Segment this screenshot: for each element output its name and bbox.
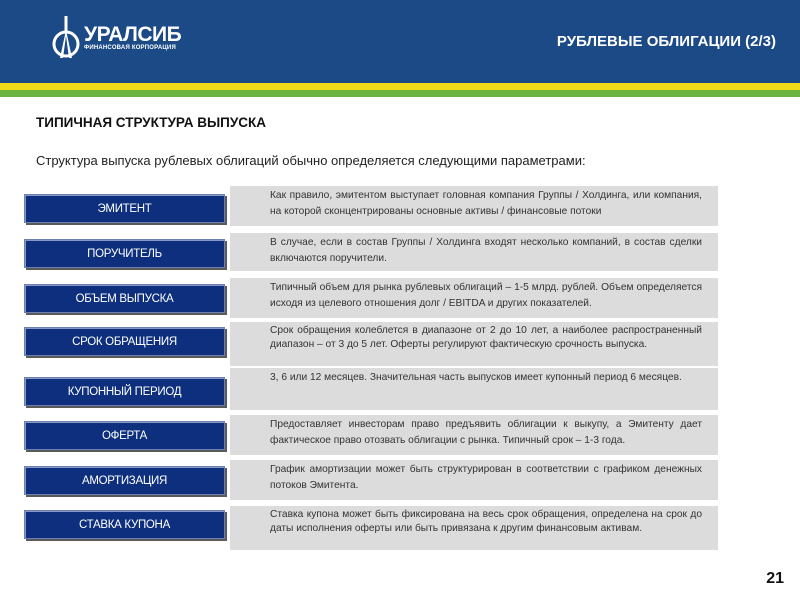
param-label-emitent: ЭМИТЕНТ (24, 194, 225, 223)
section-title: ТИПИЧНАЯ СТРУКТУРА ВЫПУСКА (36, 115, 267, 130)
param-label-coupon-period: КУПОННЫЙ ПЕРИОД (24, 377, 225, 406)
logo-text: УРАЛСИБ (84, 23, 182, 46)
param-label-offer: ОФЕРТА (24, 421, 225, 450)
green-stripe (0, 90, 800, 97)
param-desc-amortization: График амортизации может быть структурирован в соответствии с графиком денежных потоков Эмитента. (230, 460, 718, 500)
intro-text: Структура выпуска рублевых облигаций обычно определяется следующими параметрами: (36, 153, 586, 168)
logo-emblem-icon (52, 16, 80, 60)
yellow-stripe (0, 83, 800, 90)
param-desc-coupon-rate: Ставка купона может быть фиксирована на весь срок обращения, определена на срок до даты исполнения оферты или быть привязана к другим финансовым активам. (230, 506, 718, 550)
logo-subtitle: ФИНАНСОВАЯ КОРПОРАЦИЯ (84, 45, 176, 51)
slide-title: РУБЛЕВЫЕ ОБЛИГАЦИИ (2/3) (556, 33, 776, 50)
param-desc-maturity: Срок обращения колеблется в диапазоне от 2 до 10 лет, а наиболее распространенный диапазон – от 3 до 5 лет. Оферты регулируют фактическую срочность выпуска. (230, 322, 718, 366)
uralsib-logo (52, 16, 181, 60)
page-number: 21 (766, 570, 784, 587)
param-desc-volume: Типичный объем для рынка рублевых облигаций – 1-5 млрд. рублей. Объем определяется исходя из целевого отношения долг / EBITDA и других показателей. (230, 278, 718, 318)
param-label-coupon-rate: СТАВКА КУПОНА (24, 510, 225, 539)
param-label-guarantor: ПОРУЧИТЕЛЬ (24, 239, 225, 268)
param-label-maturity: СРОК ОБРАЩЕНИЯ (24, 327, 225, 356)
param-desc-coupon-period: 3, 6 или 12 месяцев. Значительная часть выпусков имеет купонный период 6 месяцев. (230, 368, 718, 410)
param-label-amortization: АМОРТИЗАЦИЯ (24, 466, 225, 495)
param-label-volume: ОБЪЕМ ВЫПУСКА (24, 284, 225, 313)
param-desc-emitent: Как правило, эмитентом выступает головная компания Группы / Холдинга, или компания, на которой сконцентрированы основные активы / финансовые потоки (230, 186, 718, 226)
param-desc-guarantor: В случае, если в состав Группы / Холдинга входят несколько компаний, в состав сделки включаются поручители. (230, 233, 718, 271)
param-desc-offer: Предоставляет инвесторам право предъявить облигации к выкупу, а Эмитенту дает фактическое право отозвать облигации с рынка. Типичный срок – 1-3 года. (230, 415, 718, 455)
